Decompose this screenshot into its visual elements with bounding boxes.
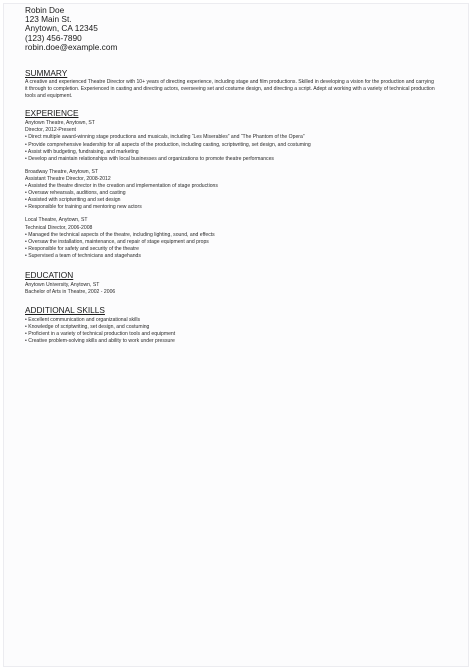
education-school: Anytown University, Anytown, ST bbox=[25, 281, 100, 288]
contact-name: Robin Doe bbox=[25, 5, 65, 15]
job-bullet: • Assist with budgeting, fundraising, and marketing bbox=[25, 148, 139, 155]
summary-text: A creative and experienced Theatre Director with 10+ years of directing experience, including stage and film productions. Skilled in developing a vision for the production and carrying it through to completion. Experienced in casting and directing actors, overseeing set and costume design, and directing a script. Adept at working with a variety of technical production tools and equipment. bbox=[25, 79, 435, 100]
education-heading: EDUCATION bbox=[25, 269, 74, 280]
job-employer: Local Theatre, Anytown, ST bbox=[25, 217, 88, 224]
resume-page bbox=[3, 3, 469, 667]
job-bullet: • Managed the technical aspects of the theatre, including lighting, sound, and effects bbox=[25, 231, 215, 238]
contact-block bbox=[25, 6, 435, 52]
job-bullet: • Oversaw rehearsals, auditions, and casting bbox=[25, 190, 126, 197]
job-bullet: • Assisted with scriptwriting and set design bbox=[25, 197, 121, 204]
job-title: Assistant Theatre Director, 2008-2012 bbox=[25, 175, 111, 182]
job-entry bbox=[25, 120, 435, 163]
contact-email: robin.doe@example.com bbox=[25, 41, 118, 52]
skill-item: • Excellent communication and organizational skills bbox=[25, 317, 141, 324]
job-bullet: • Assisted the theatre director in the creation and implementation of stage productions bbox=[25, 183, 218, 190]
skills-heading: ADDITIONAL SKILLS bbox=[25, 305, 105, 316]
resume-content bbox=[25, 6, 435, 346]
job-bullet: • Provide comprehensive leadership for all aspects of the production, including casting, scriptwriting, set design, and costuming bbox=[25, 141, 311, 148]
job-entry bbox=[25, 169, 435, 212]
experience-heading: EXPERIENCE bbox=[25, 108, 79, 119]
contact-street: 123 Main St. bbox=[25, 14, 72, 25]
job-entry bbox=[25, 217, 435, 260]
job-bullet: • Oversaw the installation, maintenance, and repair of stage equipment and props bbox=[25, 238, 209, 245]
job-employer: Broadway Theatre, Anytown, ST bbox=[25, 168, 98, 175]
summary-heading: SUMMARY bbox=[25, 68, 68, 79]
job-title: Technical Director, 2006-2008 bbox=[25, 224, 93, 231]
job-bullet: • Responsible for training and mentoring new actors bbox=[25, 204, 142, 211]
skill-item: • Creative problem-solving skills and ability to work under pressure bbox=[25, 338, 175, 345]
education-entry bbox=[25, 282, 435, 296]
skills-list bbox=[25, 317, 435, 345]
contact-city: Anytown, CA 12345 bbox=[25, 23, 98, 34]
education-degree: Bachelor of Arts in Theatre, 2002 - 2006 bbox=[25, 289, 116, 296]
skill-item: • Knowledge of scriptwriting, set design, and costuming bbox=[25, 324, 150, 331]
job-title: Director, 2012-Present bbox=[25, 127, 76, 134]
contact-phone: (123) 456-7890 bbox=[25, 32, 82, 43]
job-bullet: • Develop and maintain relationships with local businesses and organizations to promote theatre performances bbox=[25, 155, 274, 162]
job-bullet: • Direct multiple award-winning stage productions and musicals, including “Les Miserables” and “The Phantom of the Opera” bbox=[25, 134, 305, 141]
job-employer: Anytown Theatre, Anytown, ST bbox=[25, 120, 95, 127]
job-bullet: • Supervised a team of technicians and stagehands bbox=[25, 252, 141, 259]
skill-item: • Proficient in a variety of technical production tools and equipment bbox=[25, 331, 176, 338]
job-bullet: • Responsible for safety and security of the theatre bbox=[25, 245, 139, 252]
